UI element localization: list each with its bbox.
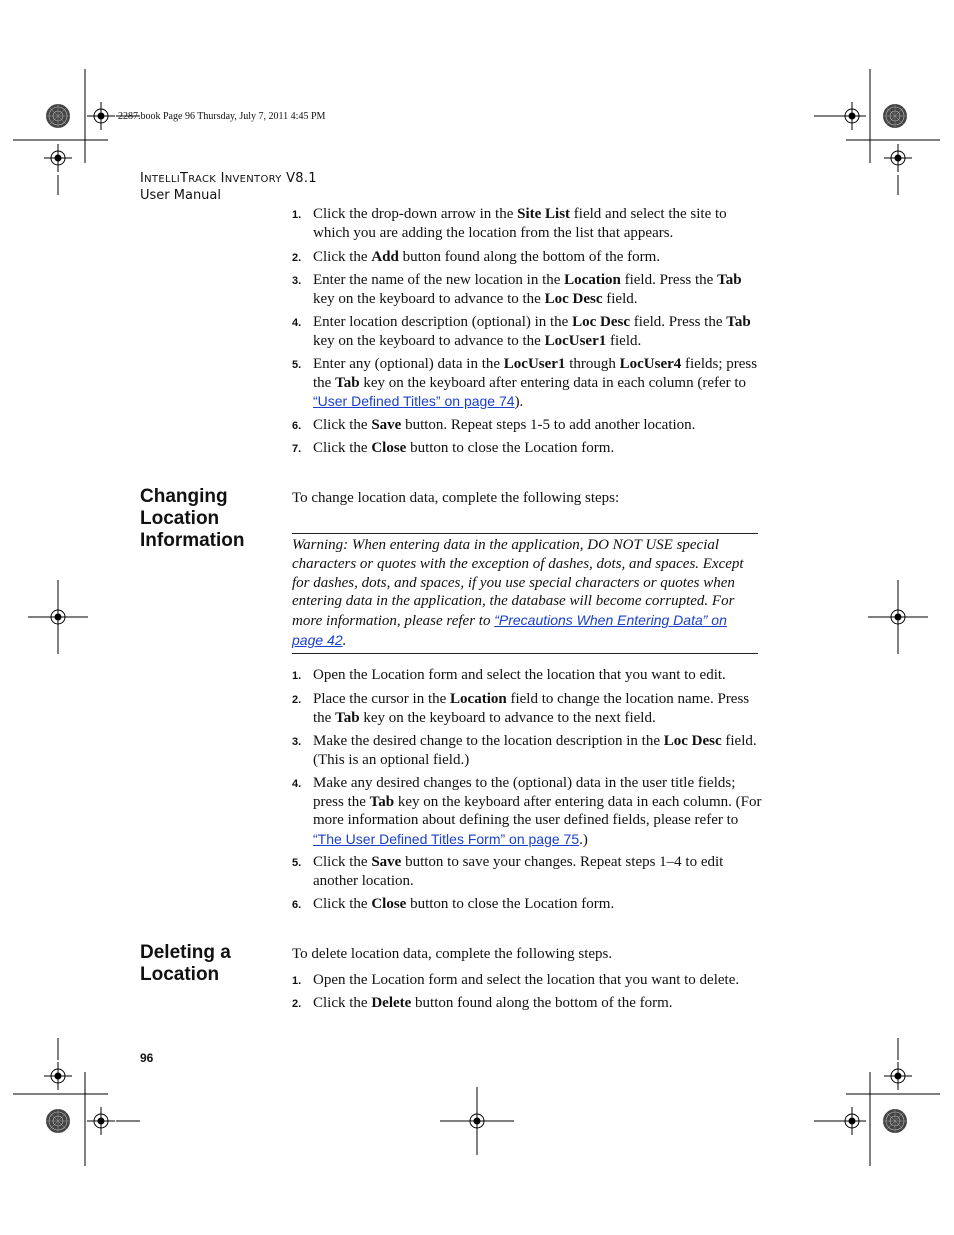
ui-term: Close [371,440,407,456]
step-fragment: button found along the bottom of the form. [411,995,673,1011]
step-text [313,666,763,685]
step-fragment: button. Repeat steps 1-5 to add another location. [401,417,696,433]
step-fragment: key on the keyboard to advance to the [313,332,545,349]
step-fragment: field to change the location name. Press the [313,691,750,726]
ui-term: Location [450,691,507,707]
step-fragment: field and select the site to which you are adding the location from the list that appears. [313,206,727,241]
step-text [313,205,763,242]
section-heading-changing: Changing Location Information [140,486,245,551]
step-fragment: Click the [313,249,372,265]
ui-term: Loc Desc [663,733,722,749]
step-text [313,690,763,727]
step-number: 1. [292,975,302,987]
step-fragment: Click the [313,995,372,1011]
warning-rule-top [292,533,758,534]
step-fragment: field. (This is an optional field.) [313,733,757,768]
cross-reference-link[interactable]: “The User Defined Titles Form” on page 75 [313,830,580,847]
step-fragment: Make the desired change to the location description in the [313,733,664,749]
ui-term: Save [371,854,402,870]
step-text [313,994,763,1013]
step-number: 1. [292,209,302,221]
step-fragment: field. Press the [620,272,718,288]
step-text [313,853,763,890]
step-fragment: field. [602,290,638,307]
step-fragment: Click the [313,440,372,456]
step-number: 6. [292,420,302,432]
step-number: 2. [292,252,302,264]
step-fragment: .) [579,831,588,848]
step-text [313,895,763,914]
running-header-subtitle: User Manual [140,188,222,203]
warning-note: Warning: When entering data in the application, DO NOT USE special characters or quotes with the exception of dashes, dots, and spaces. Except for dashes, dots, and spaces, if you use special characters or quotes when entering data in the application, the database will become corrupted. For more information, please refer to “Precautions When Entering Data” on page 42. [292,537,744,649]
step-fragment: button to save your changes. Repeat steps 1–4 to edit another location. [313,854,724,889]
ui-term: Site List [517,206,571,222]
step-text [313,971,763,990]
ui-term: Location [564,272,621,288]
step-fragment: Click the [313,896,372,912]
step-number: 5. [292,857,302,869]
running-header-title: INTELLITRACK INVENTORY V8.1 [140,171,317,186]
cross-reference-link[interactable]: “User Defined Titles” on page 74 [313,393,515,409]
ui-term: Close [371,896,407,912]
step-number: 5. [292,359,302,371]
step-fragment: Click the drop-down arrow in the [313,206,518,222]
step-fragment: Enter the name of the new location in the [313,272,565,288]
page-number: 96 [140,1051,154,1065]
step-fragment: ). [514,394,524,410]
step-fragment: Enter any (optional) data in the [313,356,504,372]
step-fragment: key on the keyboard to advance to the [313,290,545,307]
step-number: 4. [292,317,302,329]
ui-term: Tab [726,314,751,330]
step-number: 3. [292,736,302,748]
step-number: 6. [292,899,302,911]
section-heading-deleting: Deleting a Location [140,942,231,985]
ui-term: Tab [335,709,360,726]
section-intro-changing: To change location data, complete the following steps: [292,490,620,506]
step-fragment: Open the Location form and select the location that you want to edit. [313,667,726,683]
step-text [313,774,763,849]
step-fragment: key on the keyboard after entering data in each column (refer to [359,374,747,391]
step-number: 2. [292,998,302,1010]
ui-term: Loc Desc [544,290,603,307]
ui-term: Add [371,249,399,265]
ui-term: Tab [335,374,360,391]
step-text [313,416,763,435]
step-text [313,248,763,267]
step-fragment: Click the [313,854,372,870]
ui-term: Delete [371,995,412,1011]
ui-term: Tab [369,793,395,810]
step-fragment: Open the Location form and select the location that you want to delete. [313,972,740,988]
step-text [313,271,763,308]
step-fragment: Click the [313,417,372,433]
ui-term: Save [371,417,402,433]
step-number: 7. [292,443,302,455]
step-fragment: key on the keyboard after entering data in each column. (For more information about defining the user defined fields, please refer to [313,793,762,828]
step-number: 4. [292,778,302,790]
step-text [313,355,763,412]
ui-term: LocUser1 [503,356,566,372]
step-number: 3. [292,275,302,287]
step-fragment: through [565,356,620,372]
step-number: 1. [292,670,302,682]
step-fragment: fields; press the [313,356,758,391]
step-text [313,313,763,350]
ui-term: Loc Desc [572,314,631,330]
step-fragment: key on the keyboard to advance to the next field. [359,709,656,726]
print-slug: 2287.book Page 96 Thursday, July 7, 2011 4:45 PM [118,111,326,122]
ui-term: LocUser1 [544,332,607,349]
step-number: 2. [292,694,302,706]
warning-rule-bottom [292,653,758,654]
step-fragment: field. Press the [630,314,727,330]
warning-link[interactable]: “Precautions When Entering Data” on page 42 [292,612,727,648]
ui-term: LocUser4 [619,356,682,372]
step-text [313,439,763,458]
ui-term: Tab [717,272,742,288]
step-fragment: button to close the Location form. [406,440,615,456]
section-intro-deleting: To delete location data, complete the following steps. [292,946,613,962]
step-text [313,732,763,769]
step-fragment: field. [606,332,642,349]
step-fragment: Make any desired changes to the (optional) data in the user title fields; press the [313,775,736,810]
step-fragment: Enter location description (optional) in the [313,314,573,330]
step-fragment: Place the cursor in the [313,691,451,707]
step-fragment: button found along the bottom of the form. [398,249,661,265]
step-fragment: button to close the Location form. [406,896,615,912]
